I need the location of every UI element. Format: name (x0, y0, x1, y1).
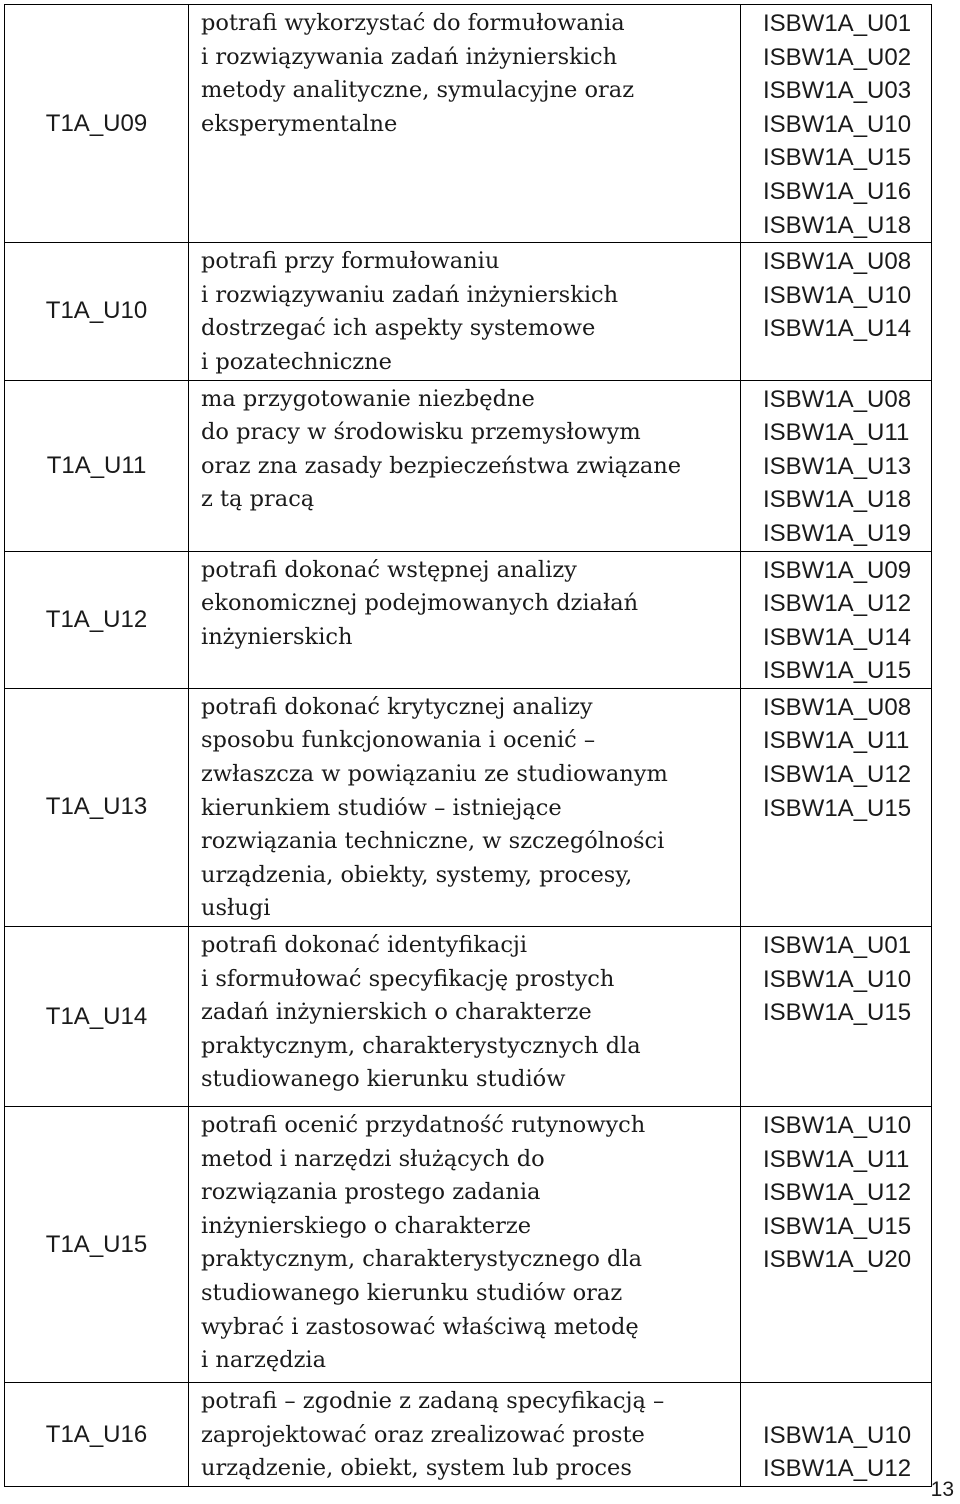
outcome-code: T1A_U12 (5, 551, 189, 688)
description-line: potrafi dokonać identyfikacji (201, 932, 528, 959)
description-line: praktycznym, charakterystycznych dla (201, 1032, 641, 1059)
ref-code: ISBW1A_U10 (763, 110, 912, 138)
description-line: i pozatechniczne (201, 348, 392, 375)
ref-code: ISBW1A_U10 (763, 1112, 912, 1140)
description-line: studiowanego kierunku studiów oraz (201, 1280, 623, 1306)
description-line: potrafi wykorzystać do formułowania (201, 10, 625, 36)
ref-code: ISBW1A_U01 (763, 10, 912, 37)
outcome-description (189, 927, 741, 1107)
outcome-code: T1A_U14 (5, 927, 189, 1107)
outcome-refs (741, 1107, 932, 1383)
outcome-code: T1A_U09 (5, 5, 189, 243)
outcome-description (189, 380, 741, 551)
ref-code: ISBW1A_U11 (763, 727, 910, 755)
outcomes-table (4, 4, 932, 1487)
outcome-refs (741, 927, 932, 1107)
description-line: zadań inżynierskich o charakterze (201, 999, 592, 1026)
description-line: metod i narzędzi służących do (201, 1145, 545, 1172)
outcome-description (189, 688, 741, 926)
description-line: ekonomicznej podejmowanych działań (201, 590, 639, 617)
ref-code: ISBW1A_U08 (763, 385, 912, 413)
description-line: potrafi – zgodnie z zadaną specyfikacją – (201, 1388, 665, 1415)
ref-code: ISBW1A_U12 (763, 1179, 912, 1207)
ref-code: ISBW1A_U12 (763, 590, 912, 618)
description-line: eksperymentalne (201, 110, 398, 137)
description-line: rozwiązania techniczne, w szczególności (201, 828, 665, 855)
table-row (5, 1383, 932, 1487)
table-row (5, 927, 932, 1107)
outcome-refs (741, 380, 932, 551)
ref-code: ISBW1A_U11 (763, 419, 910, 447)
description-line: inżynierskich (201, 623, 353, 650)
outcome-refs (741, 5, 932, 243)
description-line: urządzenie, obiekt, system lub proces (201, 1455, 632, 1482)
ref-code: ISBW1A_U08 (763, 248, 912, 276)
outcome-code: T1A_U10 (5, 243, 189, 380)
blank-line (763, 1385, 931, 1419)
outcome-description (189, 1383, 741, 1487)
ref-code: ISBW1A_U14 (763, 315, 912, 343)
ref-code: ISBW1A_U10 (763, 1421, 912, 1449)
description-line: praktycznym, charakterystycznego dla (201, 1246, 643, 1273)
description-line: usługi (201, 895, 271, 922)
outcome-code: T1A_U16 (5, 1383, 189, 1487)
description-line: i sformułować specyfikację prostych (201, 965, 615, 992)
outcome-refs (741, 243, 932, 380)
ref-code: ISBW1A_U08 (763, 693, 912, 721)
ref-code: ISBW1A_U02 (763, 43, 912, 71)
table-row (5, 243, 932, 380)
description-line: wybrać i zastosować właściwą metodę (201, 1313, 639, 1340)
description-line: studiowanego kierunku studiów (201, 1066, 566, 1093)
description-line: do pracy w środowisku przemysłowym (201, 419, 641, 446)
outcome-description (189, 551, 741, 688)
description-line: zwłaszcza w powiązaniu ze studiowanym (201, 761, 668, 788)
outcome-code: T1A_U11 (5, 380, 189, 551)
description-line: zaprojektować oraz zrealizować proste (201, 1421, 645, 1448)
description-line: i narzędzia (201, 1347, 327, 1374)
description-line: metody analityczne, symulacyjne oraz (201, 77, 635, 104)
ref-code: ISBW1A_U18 (763, 211, 912, 239)
ref-code: ISBW1A_U19 (763, 519, 912, 547)
ref-code: ISBW1A_U20 (763, 1246, 912, 1274)
table-row (5, 1107, 932, 1383)
table-row (5, 5, 932, 243)
description-line: potrafi ocenić przydatność rutynowych (201, 1112, 646, 1139)
description-line: i rozwiązywania zadań inżynierskich (201, 43, 618, 70)
description-line: oraz zna zasady bezpieczeństwa związane (201, 452, 682, 479)
description-line: z tą pracą (201, 486, 315, 513)
table-row (5, 551, 932, 688)
ref-code: ISBW1A_U14 (763, 623, 912, 651)
outcome-description (189, 5, 741, 243)
description-line: i rozwiązywaniu zadań inżynierskich (201, 281, 619, 308)
ref-code: ISBW1A_U18 (763, 486, 912, 514)
ref-code: ISBW1A_U15 (763, 144, 912, 172)
outcome-description (189, 1107, 741, 1383)
ref-code: ISBW1A_U10 (763, 281, 912, 309)
description-line: dostrzegać ich aspekty systemowe (201, 315, 596, 342)
description-line: inżynierskiego o charakterze (201, 1212, 532, 1239)
ref-code: ISBW1A_U12 (763, 761, 912, 789)
table-row (5, 688, 932, 926)
outcome-refs (741, 1383, 932, 1487)
description-line: urządzenia, obiekty, systemy, procesy, (201, 861, 633, 888)
page-number: 13 (930, 1478, 954, 1501)
ref-code: ISBW1A_U11 (763, 1145, 910, 1173)
ref-code: ISBW1A_U15 (763, 1212, 912, 1240)
description-line: potrafi dokonać wstępnej analizy (201, 556, 577, 583)
outcome-description (189, 243, 741, 380)
ref-code: ISBW1A_U15 (763, 657, 912, 685)
outcome-code: T1A_U13 (5, 688, 189, 926)
description-line: ma przygotowanie niezbędne (201, 385, 535, 412)
description-line: potrafi przy formułowaniu (201, 248, 500, 275)
description-line: kierunkiem studiów – istniejące (201, 794, 562, 821)
ref-code: ISBW1A_U16 (763, 177, 912, 205)
ref-code: ISBW1A_U01 (763, 932, 912, 960)
ref-code: ISBW1A_U10 (763, 965, 912, 993)
ref-code: ISBW1A_U15 (763, 999, 912, 1027)
description-line: rozwiązania prostego zadania (201, 1179, 541, 1206)
outcome-code: T1A_U15 (5, 1107, 189, 1383)
description-line: sposobu funkcjonowania i ocenić – (201, 727, 596, 754)
table-row (5, 380, 932, 551)
outcome-refs (741, 551, 932, 688)
ref-code: ISBW1A_U09 (763, 556, 912, 584)
description-line: potrafi dokonać krytycznej analizy (201, 693, 593, 720)
outcome-refs (741, 688, 932, 926)
ref-code: ISBW1A_U12 (763, 1455, 912, 1483)
ref-code: ISBW1A_U13 (763, 452, 912, 480)
ref-code: ISBW1A_U03 (763, 77, 912, 105)
ref-code: ISBW1A_U15 (763, 794, 912, 822)
